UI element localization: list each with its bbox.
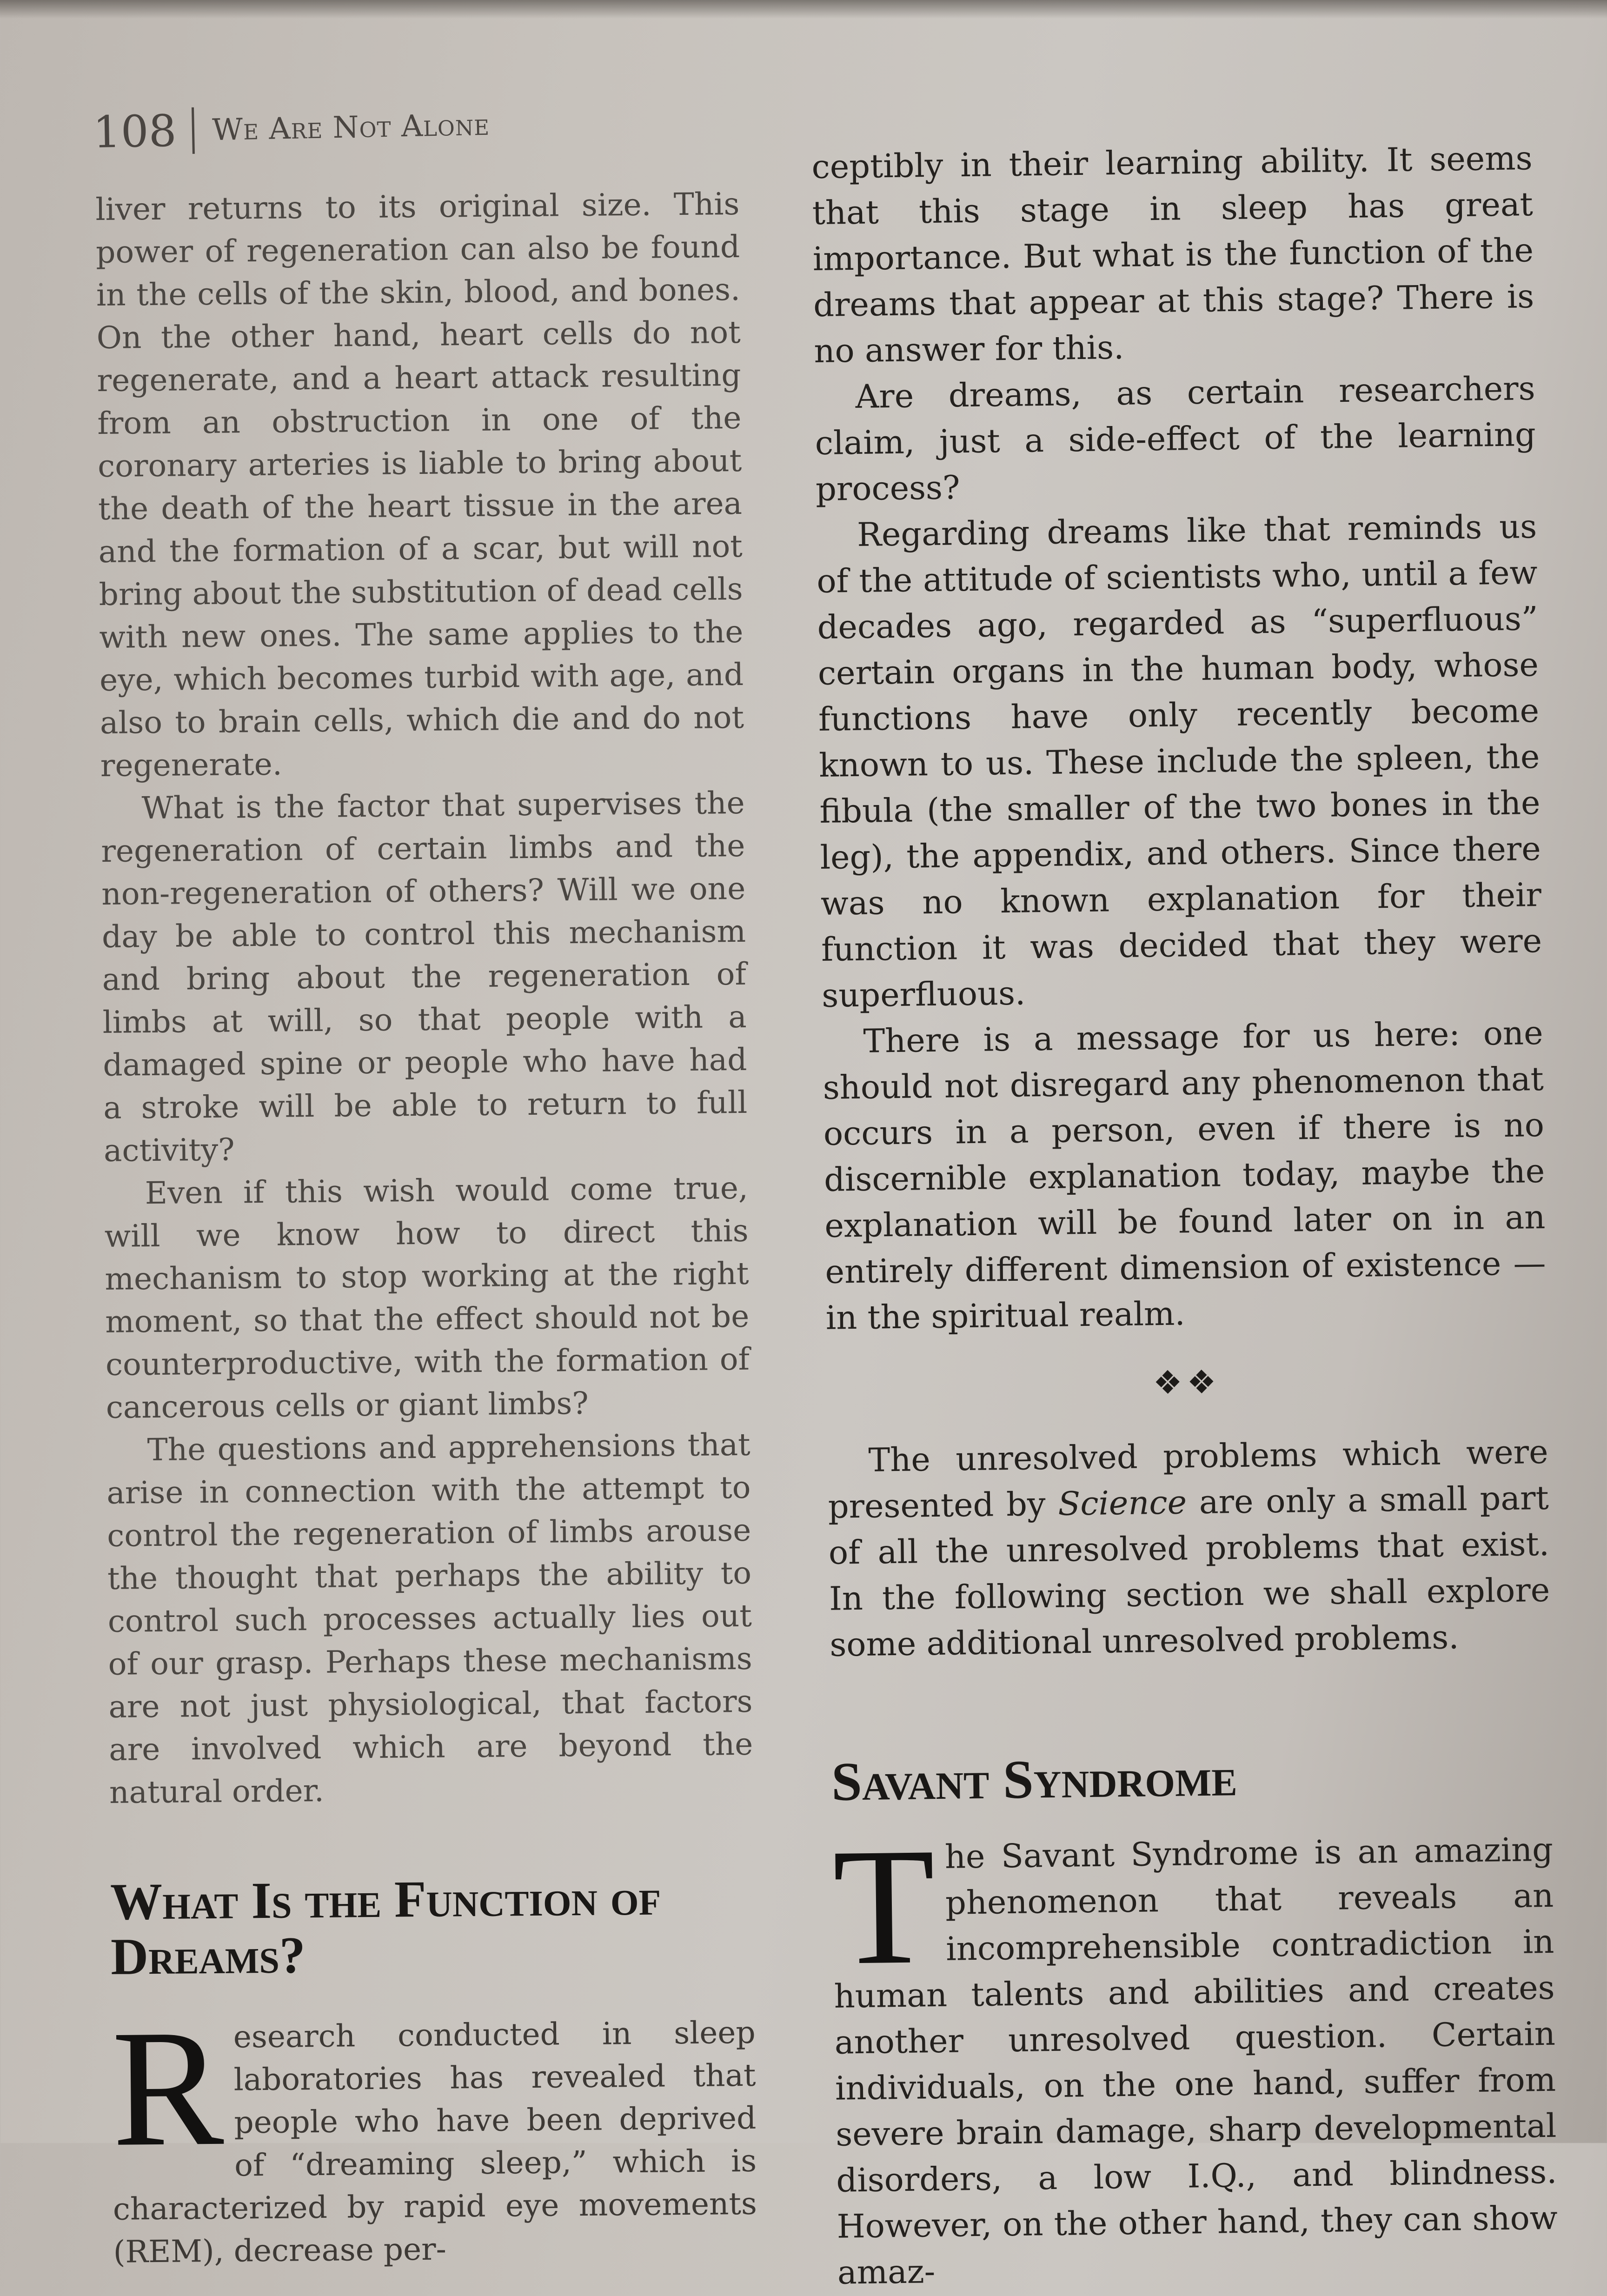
- paragraph: The questions and apprehensions that arise in connection with the attempt to control the regeneration of limbs arouse the thought that perhaps the ability to control such processes actually lies out of our grasp. Perhaps these mechanisms are not just physiological, that factors are involved which are beyond the natural order.: [106, 1426, 753, 1810]
- paragraph-with-dropcap: [831, 1813, 1558, 2296]
- paragraph-text: he Savant Syndrome is an amazing phenomenon that reveals an incomprehensible contradiction in human talents and abilities and creates another unresolved question. Certain individuals, on the one hand, suffer from severe brain damage, sharp developmental disorders, a low I.Q., and blindness. However, on the other hand, they can show amaz-: [834, 1830, 1558, 2292]
- italic-title: Science: [1057, 1483, 1187, 1523]
- section-heading-dreams: What Is the Function of Dreams?: [110, 1868, 661, 1986]
- paragraph-with-dropcap: [111, 1994, 757, 2274]
- drop-cap: T: [831, 1813, 936, 2000]
- page-edge-shadow: [0, 0, 1607, 19]
- right-column: [811, 135, 1558, 2296]
- paragraph: liver returns to its original size. This power of regeneration can also be found in the cells of the skin, blood, and bones. On the other hand, heart cells do not regenerate, and a heart attack resulting from an obstruction in one of the coronary arteries is liable to bring about the death of the heart tissue in the area and the formation of a scar, but will not bring about the substitution of dead cells with new ones. The same applies to the eye, which becomes turbid with age, and also to brain cells, which die and do not regenerate.: [95, 186, 744, 784]
- paragraph: [827, 1429, 1551, 1668]
- paragraph: Even if this wish would come true, will we know how to direct this mechanism to stop working at the right moment, so that the effect should not be counterproductive, with the formation of cancerous cells or giant limbs?: [104, 1170, 750, 1425]
- paragraph-text: are only a small part of all the unresolved problems that exist. In the following section we shall explore some additional unresolved problems.: [828, 1478, 1550, 1664]
- header-divider: [192, 107, 195, 154]
- drop-cap: R: [111, 1994, 225, 2181]
- paragraph: Regarding dreams like that reminds us of the attitude of scientists who, until a few decades ago, regarded as “superfluous” certain organs in the human body, whose functions have only recently become known to us. These include the spleen, the fibula (the smaller of the two bones in the leg), the appendix, and others. Since there was no known explanation for their function it was decided that they were superfluous.: [816, 507, 1542, 1015]
- paragraph-text: esearch conducted in sleep laboratories has revealed that people who have been deprived of “dreaming sleep,” which is characterized by rapid eye movements (REM), decrease per-: [113, 2014, 757, 2270]
- paragraph: What is the factor that supervises the regeneration of certain limbs and the non-regeneration of others? Will we one day be able to control this mechanism and bring about the regeneration of limbs at will, so that people with a damaged spine or people who have had a stroke will be able to return to full activity?: [101, 785, 748, 1169]
- section-break-ornament: ❖❖: [1153, 1363, 1221, 1402]
- left-column: [95, 183, 757, 2274]
- page-number: 108: [92, 106, 177, 158]
- book-title: We Are Not Alone: [212, 107, 490, 148]
- paragraph: ceptibly in their learning ability. It seems that this stage in sleep has great importance. But what is the function of the dreams that appear at this stage? There is no answer for this.: [811, 139, 1534, 370]
- paragraph: Are dreams, as certain researchers claim, just a side-effect of the learning process?: [815, 369, 1536, 508]
- running-head: [93, 93, 491, 165]
- paragraph: There is a message for us here: one should not disregard any phenomenon that occurs in a person, even if there is no discernible explanation today, maybe the explanation will be found later on in an entirely different dimension of existence — in the spiritual realm.: [823, 1013, 1547, 1337]
- section-heading-savant: Savant Syndrome: [831, 1746, 1238, 1812]
- paragraph-text: The unresolved problems which were presented by: [828, 1432, 1548, 1526]
